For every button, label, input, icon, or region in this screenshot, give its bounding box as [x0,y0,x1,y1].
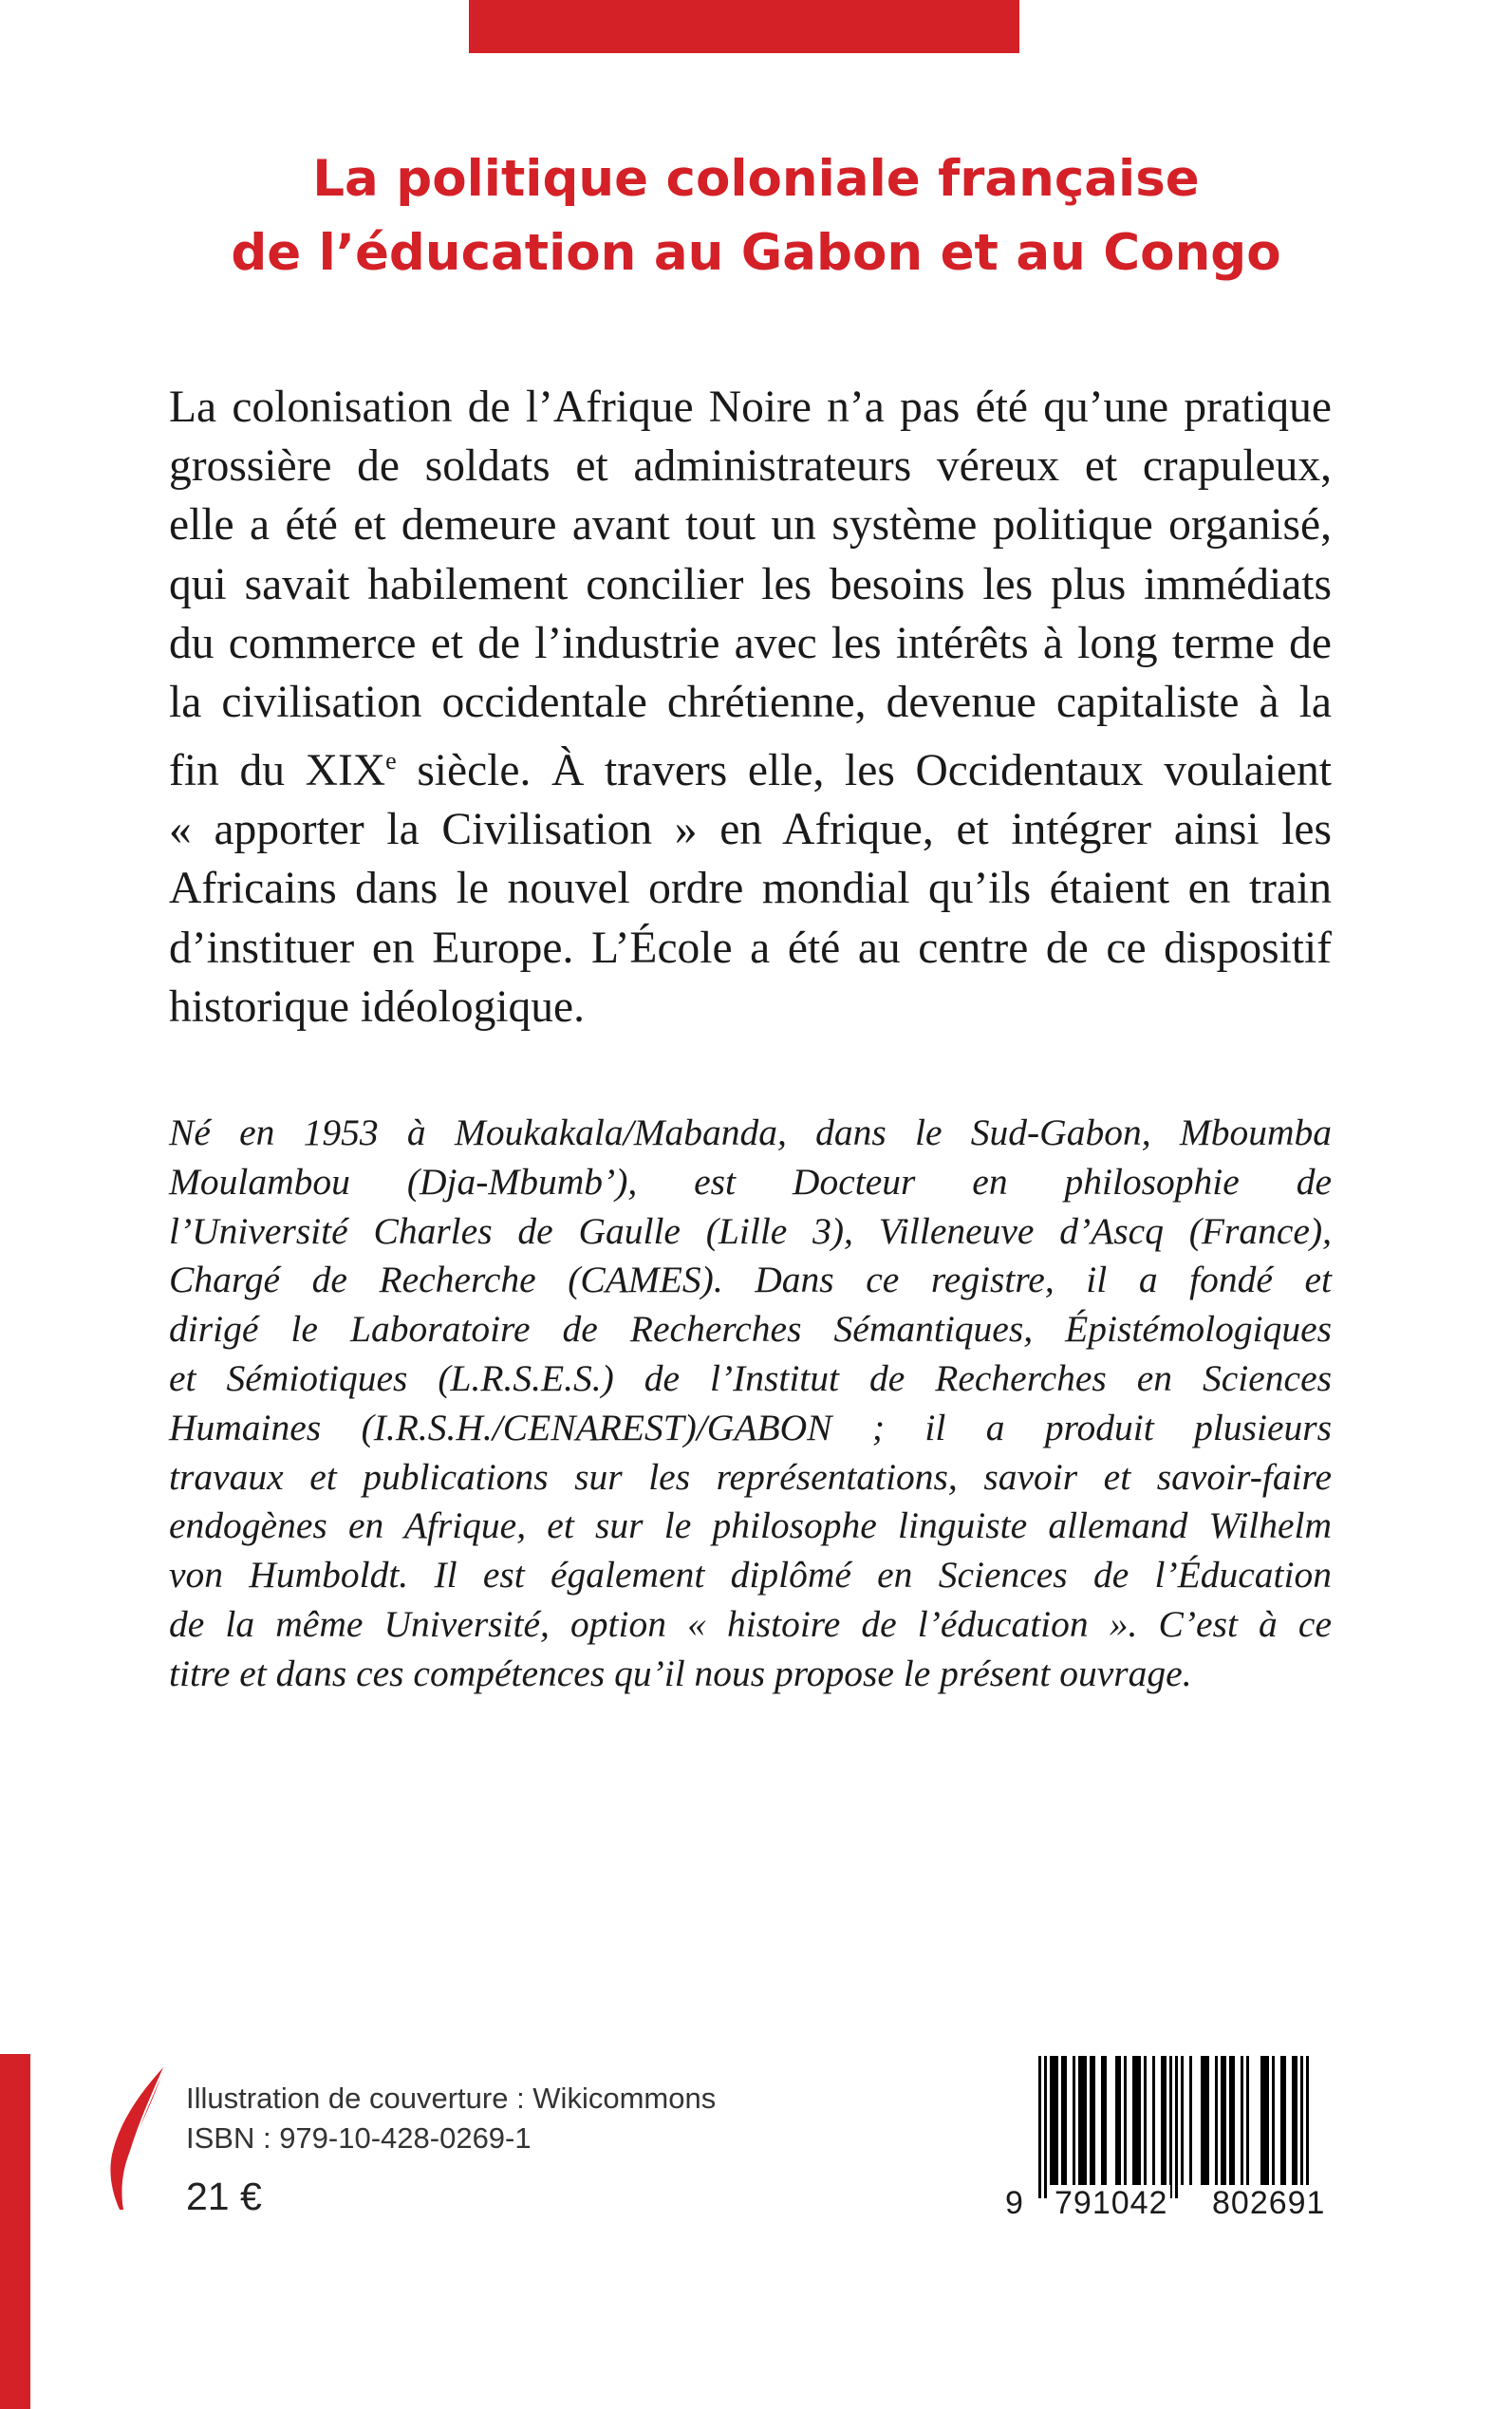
publisher-quill-logo-icon [99,2062,171,2213]
bio-line: l’Université Charles de Gaulle (Lille 3), Villeneuve d’Ascq (France), [169,1209,1332,1252]
barcode-bar [1266,2056,1269,2185]
barcode-bar [1118,2056,1121,2185]
barcode-bar [1175,2056,1178,2198]
barcode-bar [1073,2056,1075,2185]
barcode-bar [1181,2056,1184,2185]
barcode-bar [1206,2056,1209,2185]
bottom-left-accent-bar [0,2054,30,2409]
book-summary [169,378,1332,1036]
price: 21 € [186,2175,262,2218]
barcode-bar [1132,2056,1135,2185]
barcode-bar [1104,2056,1107,2185]
barcode-bar [1152,2056,1155,2185]
bio-line: Moulambou (Dja-Mbumb’), est Docteur en philosophie de [169,1160,1332,1203]
title-line-2: de l’éducation au Gabon et au Congo [231,224,1281,282]
barcode-bar [1038,2056,1041,2198]
summary-line: qui savait habilement concilier les besoins les plus immédiats [169,559,1332,609]
isbn: ISBN : 979-10-428-0269-1 [186,2121,532,2155]
century-continuation: siècle. À travers elle, les Occidentaux voulaient [396,746,1332,796]
barcode-bar [1221,2056,1223,2185]
summary-line: la civilisation occidentale chrétienne, devenue capitaliste à la [169,678,1332,728]
barcode-bar [1055,2056,1058,2185]
barcode-bar [1300,2056,1303,2198]
barcode-bar [1229,2056,1232,2185]
barcode-bar [1246,2056,1249,2185]
title-line-1: La politique coloniale française [312,150,1200,208]
barcode-bar [1101,2056,1104,2185]
barcode-left-group: 791042 [1052,2185,1170,2222]
bio-line: travaux et publications sur les représentations, savoir et savoir-faire [169,1455,1332,1498]
barcode-bar [1061,2056,1064,2185]
barcode-bar [1092,2056,1095,2185]
summary-line: « apporter la Civilisation » en Afrique, et intégrer ainsi les [169,805,1332,855]
bio-line: endogènes en Afrique, et sur le philosophe linguiste allemand Wilhelm [169,1504,1332,1547]
barcode-bar [1115,2056,1118,2185]
barcode-bar [1044,2056,1047,2198]
publication-info [186,2079,716,2221]
barcode-right-group: 802691 [1209,2185,1328,2222]
barcode-bar [1292,2056,1295,2185]
barcode-bar [1260,2056,1263,2185]
barcode-bar [1161,2056,1164,2185]
barcode-bar [1053,2056,1055,2185]
barcode-bar [1084,2056,1087,2185]
bio-line: dirigé le Laboratoire de Recherches Sémantiques, Épistémologiques [169,1308,1332,1351]
barcode-bar [1306,2056,1309,2198]
bio-line: titre et dans ces compétences qu’il nous propose le présent ouvrage. [169,1652,1192,1694]
barcode-bar [1232,2056,1235,2185]
summary-line: d’instituer en Europe. L’École a été au centre de ce dispositif [169,923,1332,973]
barcode-bar [1078,2056,1081,2185]
century-superscript: e [385,747,397,775]
summary-line: grossière de soldats et administrateurs véreux et crapuleux, [169,441,1332,492]
barcode-bar [1169,2056,1172,2198]
bio-line: et Sémiotiques (L.R.S.E.S.) de l’Institut de Recherches en Sciences [169,1356,1332,1399]
barcode-bar [1295,2056,1297,2185]
top-accent-bar [469,0,1019,53]
barcode-bar [1223,2056,1226,2185]
summary-line-century [169,732,1332,800]
barcode-bar [1283,2056,1286,2185]
barcode-bar [1189,2056,1192,2185]
bio-line: Né en 1953 à Moukakala/Mabanda, dans le Sud-Gabon, Mboumba [169,1111,1332,1153]
barcode-bar [1280,2056,1283,2185]
barcode-bar [1064,2056,1067,2185]
barcode-bar [1201,2056,1204,2185]
bio-line: Chargé de Recherche (CAMES). Dans ce registre, il a fondé et [169,1259,1332,1301]
barcode-lead-digit: 9 [1002,2185,1027,2222]
barcode-bar [1138,2056,1141,2185]
barcode-bar [1241,2056,1243,2185]
barcode-bar [1164,2056,1167,2185]
summary-line: historique idéologique. [169,981,585,1032]
bio-line: de la même Université, option « histoire de l’éducation ». C’est à ce [169,1602,1332,1645]
century-text: fin du XIX [169,746,386,796]
barcode-bar [1144,2056,1147,2185]
summary-line: elle a été et demeure avant tout un système politique organisé, [169,500,1332,551]
summary-line: La colonisation de l’Afrique Noire n’a pas été qu’une pratique [169,383,1332,432]
barcode-bar [1050,2056,1053,2185]
barcode-bar [1215,2056,1218,2185]
barcode-bar [1263,2056,1266,2185]
summary-line: Africains dans le nouvel ordre mondial qu’ils étaient en train [169,864,1332,914]
summary-line: du commerce et de l’industrie avec les intérêts à long terme de [169,618,1332,668]
author-biography [169,1109,1332,1699]
barcode-bar [1272,2056,1275,2185]
barcode-bar [1090,2056,1092,2185]
book-title [0,142,1512,290]
cover-credit: Illustration de couverture : Wikicommons [186,2082,717,2115]
bio-line: Humaines (I.R.S.H./CENAREST)/GABON ; il a produit plusieurs [169,1406,1332,1448]
barcode-bar [1124,2056,1127,2185]
barcode-bar [1135,2056,1138,2185]
bio-line: von Humboldt. Il est également diplômé en Sciences de l’Éducation [169,1554,1332,1597]
barcode-bar [1081,2056,1084,2185]
barcode-bar [1204,2056,1206,2185]
